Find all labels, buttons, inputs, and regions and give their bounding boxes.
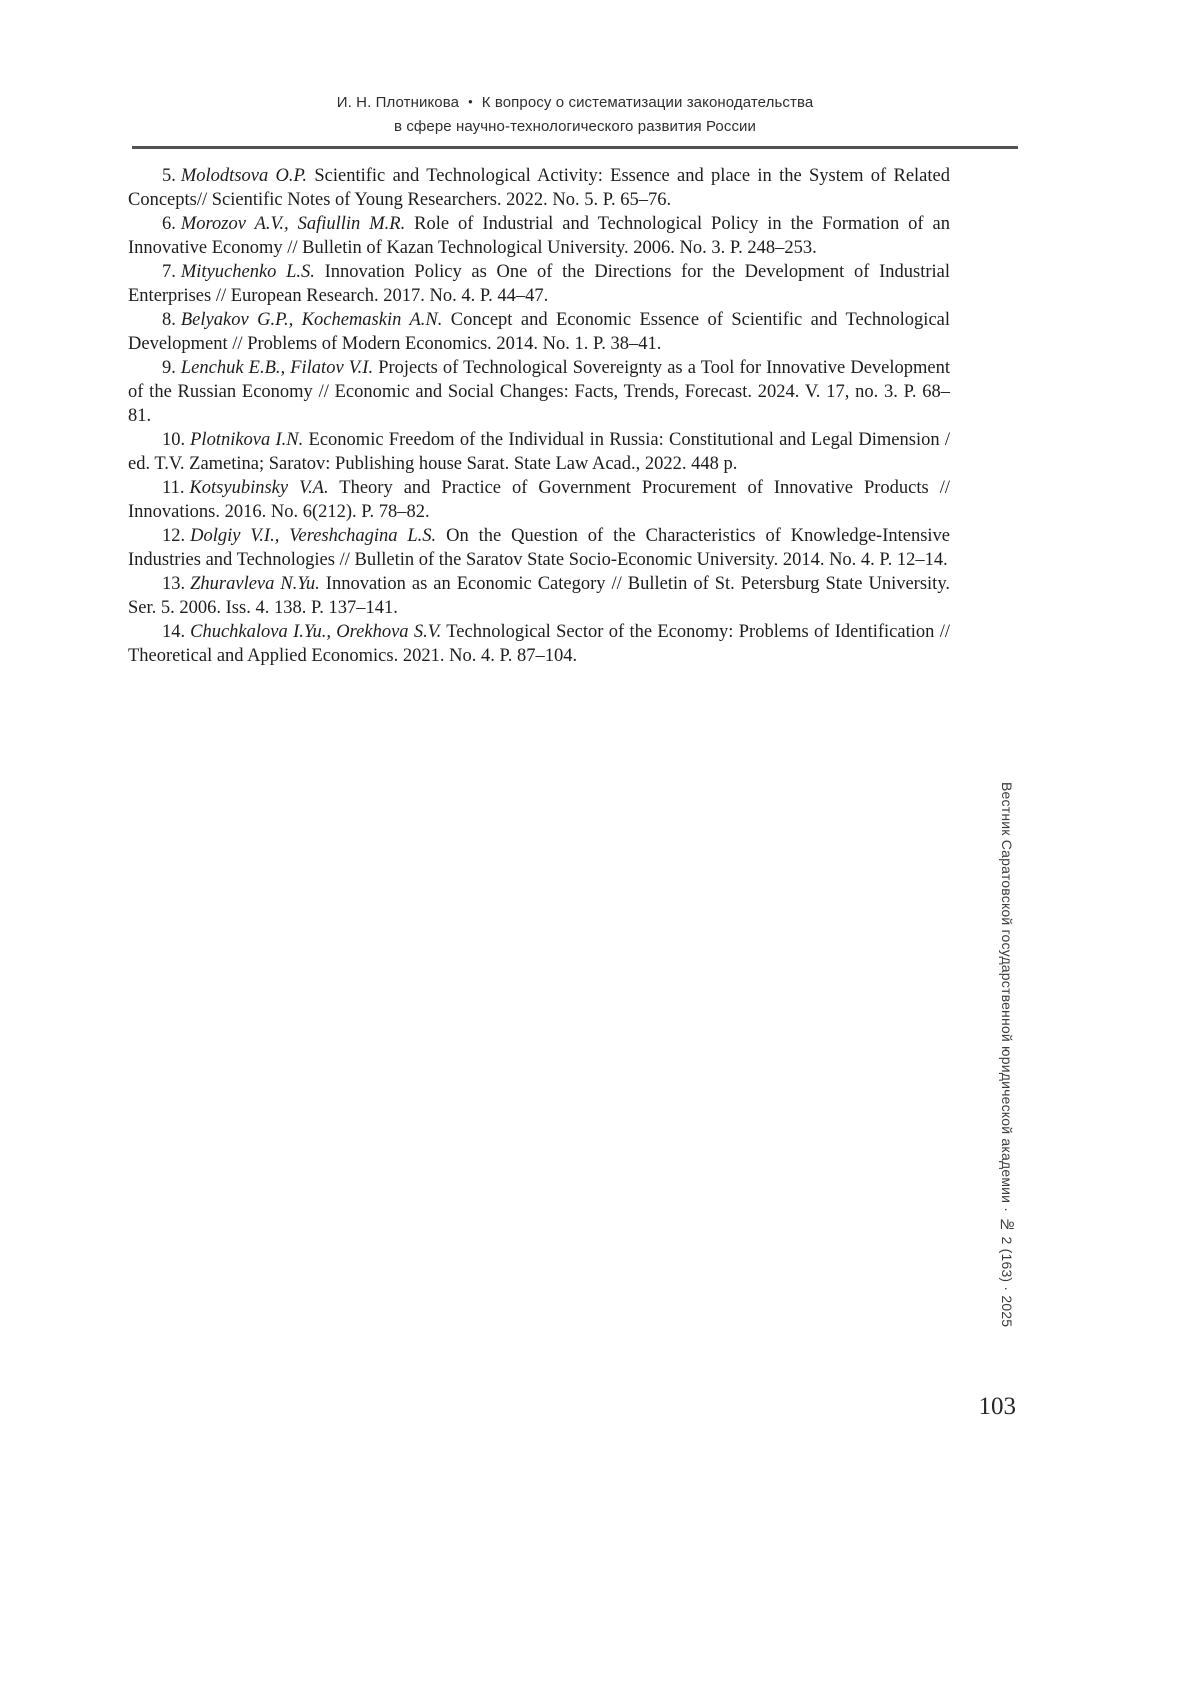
reference-number: 9. <box>162 358 176 378</box>
reference-item <box>128 620 950 668</box>
reference-authors: Plotnikova I.N. <box>190 430 304 450</box>
reference-authors: Chuchkalova I.Yu., Orekhova S.V. <box>190 622 442 642</box>
running-head-line1 <box>132 91 1018 115</box>
reference-item <box>128 164 950 212</box>
reference-text: Economic Freedom of the Individual in Russia: Constitutional and Legal Dimension / ed. T.V. Zametina; Saratov: Publishing house Sarat. State Law Acad., 2022. 448 p. <box>128 430 951 474</box>
reference-number: 14. <box>162 622 186 642</box>
references-list <box>128 164 950 668</box>
reference-text: Concept and Economic Essence of Scientific and Technological Development // Problems of Modern Economics. 2014. No. 1. P. 38–41. <box>128 310 951 354</box>
reference-item <box>128 524 950 572</box>
reference-text: Technological Sector of the Economy: Problems of Identification // Theoretical and Applied Economics. 2021. No. 4. P. 87–104. <box>128 622 950 666</box>
reference-authors: Belyakov G.P., Kochemaskin A.N. <box>180 310 443 330</box>
reference-number: 11. <box>162 478 185 498</box>
running-head <box>132 91 1018 139</box>
reference-authors: Mityuchenko L.S. <box>180 262 315 282</box>
reference-item <box>128 428 950 476</box>
running-head-line2: в сфере научно-технологического развития России <box>394 118 756 135</box>
reference-text: On the Question of the Characteristics of Knowledge-Intensive Industries and Technologies // Bulletin of the Saratov State Socio-Economic University. 2014. No. 4. P. 12–14. <box>128 526 951 570</box>
reference-number: 13. <box>162 574 186 594</box>
reference-item <box>128 356 950 428</box>
reference-authors: Zhuravleva N.Yu. <box>190 574 320 594</box>
reference-number: 10. <box>162 430 186 450</box>
reference-item <box>128 212 950 260</box>
reference-authors: Molodtsova O.P. <box>180 166 308 186</box>
reference-authors: Kotsyubinsky V.A. <box>189 478 329 498</box>
reference-number: 8. <box>162 310 176 330</box>
reference-text: Scientific and Technological Activity: Essence and place in the System of Related Concepts// Scientific Notes of Young Researchers. 2022. No. 5. P. 65–76. <box>128 166 950 210</box>
header-rule <box>132 146 1018 149</box>
running-head-author: И. Н. Плотникова <box>336 94 460 111</box>
reference-text: Innovation as an Economic Category // Bulletin of St. Petersburg State University. Ser. 5. 2006. Iss. 4. 138. P. 137–141. <box>128 574 950 618</box>
reference-number: 6. <box>162 214 176 234</box>
page-number: 103 <box>978 1393 1016 1420</box>
reference-item <box>128 308 950 356</box>
reference-authors: Lenchuk E.B., Filatov V.I. <box>180 358 374 378</box>
reference-item <box>128 476 950 524</box>
reference-text: Innovation Policy as One of the Directions for the Development of Industrial Enterprises // European Research. 2017. No. 4. P. 44–47. <box>128 262 950 306</box>
reference-authors: Dolgiy V.I., Vereshchagina L.S. <box>190 526 437 546</box>
reference-number: 5. <box>162 166 176 186</box>
reference-item <box>128 260 950 308</box>
reference-number: 7. <box>162 262 176 282</box>
journal-info-vertical: Вестник Саратовской государственной юридической академии · № 2 (163) · 2025 <box>999 782 1015 1328</box>
bullet-separator: • <box>468 94 473 109</box>
reference-authors: Morozov A.V., Safiullin M.R. <box>180 214 406 234</box>
reference-text: Role of Industrial and Technological Policy in the Formation of an Innovative Economy // Bulletin of Kazan Technological University. 2006. No. 3. P. 248–253. <box>128 214 950 258</box>
reference-text: Theory and Practice of Government Procurement of Innovative Products // Innovations. 2016. No. 6(212). P. 78–82. <box>128 478 951 522</box>
reference-item <box>128 572 950 620</box>
running-head-title: К вопросу о систематизации законодательства <box>481 94 814 111</box>
reference-number: 12. <box>162 526 186 546</box>
reference-text: Projects of Technological Sovereignty as a Tool for Innovative Development of the Russian Economy // Economic and Social Changes: Facts, Trends, Forecast. 2024. V. 17, no. 3. P. 68–81. <box>128 358 951 426</box>
